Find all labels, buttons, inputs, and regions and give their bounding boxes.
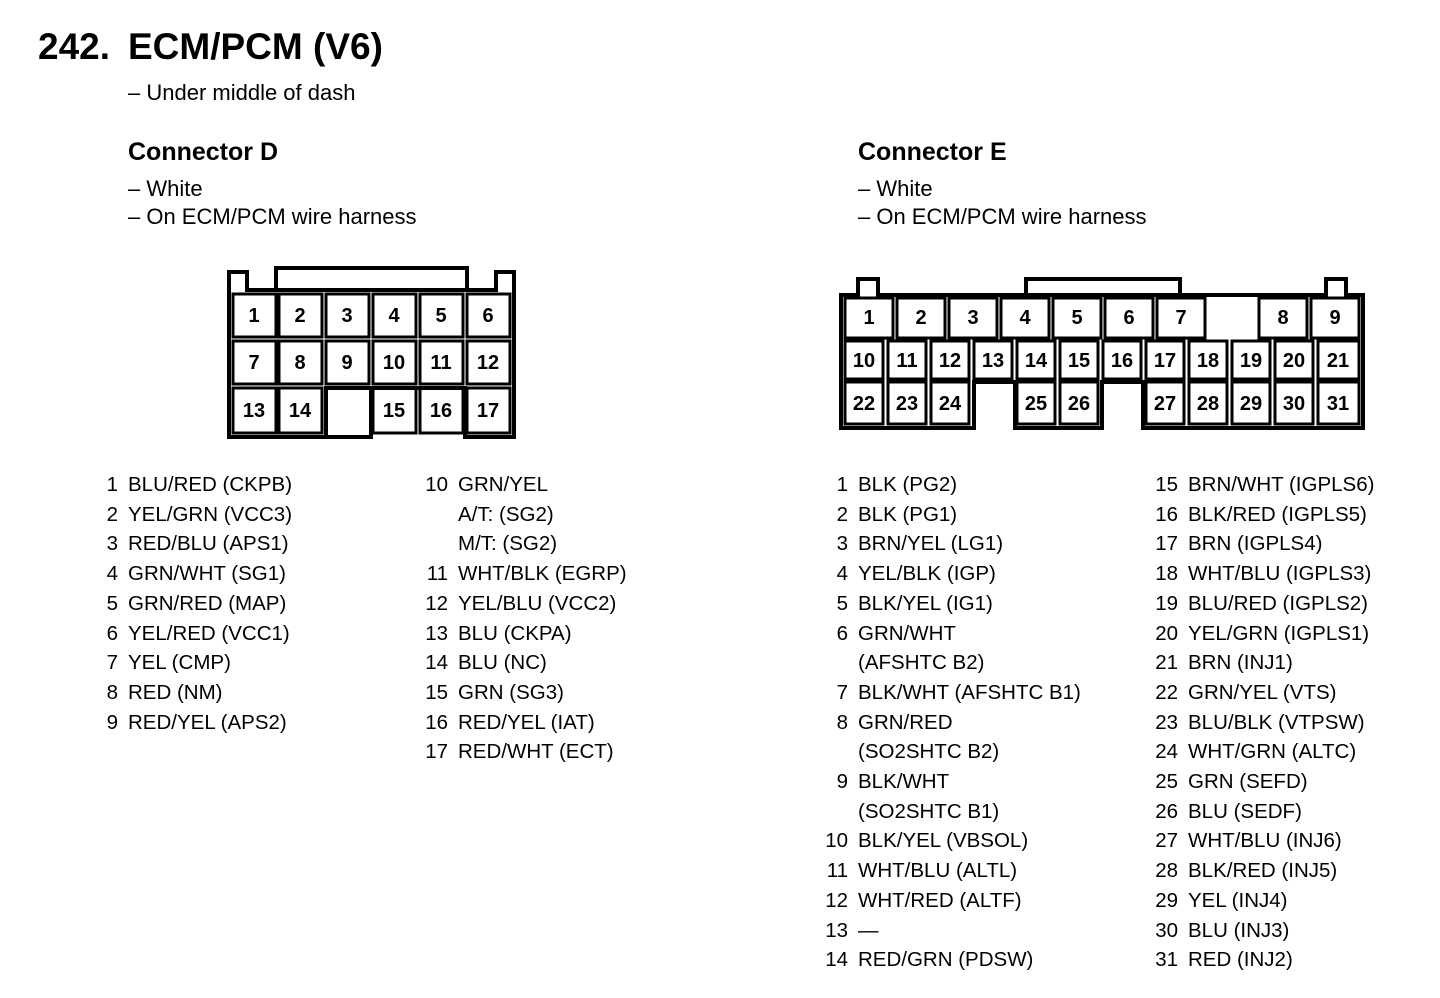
pin-wire-description: GRN/WHT: [858, 621, 956, 645]
pin-wire-description: BRN/WHT (IGPLS6): [1188, 473, 1375, 496]
d-cell-4: 4: [388, 305, 400, 327]
pin-row: [88, 619, 292, 649]
pin-row: [818, 767, 1081, 797]
pin-row: [1148, 648, 1374, 678]
pin-number: [818, 797, 848, 827]
e-cell-11: 11: [896, 350, 918, 372]
pin-wire-description: —: [858, 918, 879, 942]
pin-wire-description: BRN (INJ1): [1188, 651, 1293, 675]
pin-wire-description: M/T: (SG2): [458, 532, 558, 556]
pin-number: 5: [836, 591, 848, 615]
pin-wire-description: YEL (CMP): [128, 651, 231, 675]
d-cell-2: 2: [294, 305, 306, 327]
connector-e-title: Connector E: [858, 138, 1007, 166]
pin-row: [418, 529, 627, 559]
pin-number: 17: [425, 740, 448, 764]
e-cell-16: 16: [1110, 350, 1134, 372]
e-cell-8: 8: [1277, 307, 1289, 329]
pin-wire-description: GRN (SEFD): [1188, 770, 1308, 794]
pin-number: 14: [825, 948, 848, 972]
pin-row: [418, 470, 627, 500]
connector-d-color-note: – White: [128, 176, 203, 201]
pin-wire-description: (AFSHTC B2): [858, 651, 985, 675]
pin-number: 12: [425, 591, 448, 615]
pin-row: [818, 648, 1081, 678]
pin-wire-description: BLK/RED (INJ5): [1188, 859, 1338, 883]
pin-number: 11: [426, 562, 448, 586]
pin-wire-description: GRN/WHT (SG1): [128, 562, 286, 586]
e-cell-2: 2: [915, 307, 927, 329]
pin-number: 7: [106, 651, 118, 675]
pin-number: 23: [1155, 710, 1178, 734]
pin-row: [418, 500, 627, 530]
pin-number: 31: [1155, 948, 1178, 972]
pin-wire-description: BLU (SEDF): [1188, 799, 1302, 823]
pin-number: [418, 529, 448, 559]
section-title: ECM/PCM (V6): [128, 26, 383, 67]
pin-wire-description: YEL/BLU (VCC2): [458, 591, 617, 615]
pin-row: [1148, 826, 1374, 856]
pin-wire-description: BLK (PG2): [858, 473, 958, 496]
pin-number: 2: [836, 502, 848, 526]
pin-number: 22: [1155, 680, 1178, 704]
pin-number: 1: [836, 473, 848, 496]
pin-number: 4: [836, 562, 848, 586]
pin-row: [418, 589, 627, 619]
pin-wire-description: BLU/BLK (VTPSW): [1188, 710, 1365, 734]
pin-wire-description: RED/BLU (APS1): [128, 532, 289, 556]
e-cell-17: 17: [1153, 350, 1177, 372]
pin-row: [1148, 500, 1374, 530]
pin-wire-description: YEL/GRN (VCC3): [128, 502, 293, 526]
d-cell-16: 16: [429, 400, 453, 422]
pin-row: [1148, 619, 1374, 649]
pin-number: 1: [106, 473, 118, 496]
e-cell-15: 15: [1067, 350, 1091, 372]
d-cell-13: 13: [242, 400, 266, 422]
connector-d-diagram: [229, 268, 514, 437]
pin-row: [818, 797, 1081, 827]
d-cell-11: 11: [430, 352, 452, 374]
pin-row: [818, 737, 1081, 767]
pin-wire-description: BLU (CKPA): [458, 621, 572, 645]
pin-wire-description: (SO2SHTC B1): [858, 799, 1000, 823]
pin-row: [88, 559, 292, 589]
pin-row: [818, 529, 1081, 559]
pin-wire-description: WHT/BLK (EGRP): [458, 562, 627, 586]
pin-row: [1148, 708, 1374, 738]
pin-wire-description: BLK/WHT: [858, 770, 950, 794]
pin-row: [818, 589, 1081, 619]
pin-number: 29: [1155, 888, 1178, 912]
pin-number: 2: [106, 502, 118, 526]
e-cell-13: 13: [981, 350, 1005, 372]
pin-wire-description: WHT/GRN (ALTC): [1188, 740, 1357, 764]
section-number: 242.: [38, 26, 111, 67]
connector-e-pin-list-1: [818, 470, 1081, 975]
pin-row: [1148, 529, 1374, 559]
pin-number: [418, 500, 448, 530]
pin-wire-description: RED/YEL (IAT): [458, 710, 595, 734]
pin-row: [1148, 945, 1374, 975]
pin-row: [88, 589, 292, 619]
pin-number: 26: [1155, 799, 1178, 823]
pin-number: [818, 737, 848, 767]
pin-number: 10: [425, 473, 448, 496]
location-note: – Under middle of dash: [128, 80, 356, 105]
pin-number: 6: [106, 621, 118, 645]
e-cell-28: 28: [1196, 393, 1220, 415]
pin-number: 8: [836, 710, 848, 734]
d-cell-3: 3: [341, 305, 353, 327]
d-cell-1: 1: [248, 305, 260, 327]
pin-number: 6: [836, 621, 848, 645]
pin-row: [818, 826, 1081, 856]
pin-wire-description: RED/YEL (APS2): [128, 710, 287, 734]
pin-wire-description: BLK (PG1): [858, 502, 958, 526]
pin-wire-description: BLU (INJ3): [1188, 918, 1290, 942]
pin-row: [88, 529, 292, 559]
e-cell-18: 18: [1196, 350, 1220, 372]
pin-row: [88, 470, 292, 500]
pin-wire-description: YEL/GRN (IGPLS1): [1188, 621, 1370, 645]
pin-row: [818, 708, 1081, 738]
pin-number: 21: [1155, 651, 1178, 675]
pin-wire-description: BLK/YEL (VBSOL): [858, 829, 1029, 853]
pin-wire-description: BRN (IGPLS4): [1188, 532, 1323, 556]
pin-wire-description: WHT/BLU (INJ6): [1188, 829, 1342, 853]
pin-row: [1148, 470, 1374, 500]
e-cell-29: 29: [1239, 393, 1263, 415]
pin-wire-description: A/T: (SG2): [458, 502, 554, 526]
pin-row: [1148, 737, 1374, 767]
pin-wire-description: WHT/BLU (ALTL): [858, 859, 1018, 883]
pin-number: 3: [106, 532, 118, 556]
d-cell-7: 7: [248, 352, 260, 374]
pin-wire-description: BLU/RED (CKPB): [128, 473, 293, 496]
pin-number: 8: [106, 680, 118, 704]
connector-d-location-note: – On ECM/PCM wire harness: [128, 204, 417, 229]
pin-wire-description: GRN (SG3): [458, 680, 564, 704]
connector-d-title: Connector D: [128, 138, 278, 166]
pin-row: [1148, 678, 1374, 708]
pin-wire-description: RED (INJ2): [1188, 948, 1293, 972]
pin-number: 3: [836, 532, 848, 556]
pin-row: [818, 559, 1081, 589]
pin-number: 24: [1155, 740, 1178, 764]
pin-wire-description: GRN/RED (MAP): [128, 591, 287, 615]
pin-number: 12: [825, 888, 848, 912]
pin-wire-description: RED/WHT (ECT): [458, 740, 614, 764]
e-cell-5: 5: [1071, 307, 1083, 329]
pin-row: [818, 945, 1081, 975]
pin-number: [818, 648, 848, 678]
pin-row: [88, 648, 292, 678]
d-cell-14: 14: [288, 400, 312, 422]
pin-wire-description: BLK/YEL (IG1): [858, 591, 993, 615]
pin-wire-description: RED/GRN (PDSW): [858, 948, 1034, 972]
pin-row: [88, 708, 292, 738]
pin-wire-description: GRN/RED: [858, 710, 953, 734]
pin-number: 9: [836, 770, 848, 794]
pin-row: [1148, 856, 1374, 886]
d-cell-5: 5: [435, 305, 447, 327]
pin-row: [88, 500, 292, 530]
pin-number: 9: [106, 710, 118, 734]
pin-number: 20: [1155, 621, 1178, 645]
e-cell-4: 4: [1019, 307, 1031, 329]
pin-row: [418, 619, 627, 649]
pin-row: [818, 886, 1081, 916]
connector-d-pin-list-2: [418, 470, 627, 767]
pin-wire-description: RED (NM): [128, 680, 223, 704]
d-cell-9: 9: [341, 352, 353, 374]
pin-number: 28: [1155, 859, 1178, 883]
d-cell-6: 6: [482, 305, 494, 327]
pin-row: [1148, 559, 1374, 589]
pin-row: [818, 470, 1081, 500]
pin-number: 16: [1155, 502, 1178, 526]
pin-row: [1148, 916, 1374, 946]
pin-number: 16: [425, 710, 448, 734]
pin-number: 4: [106, 562, 118, 586]
connector-d-pin-list-1: [88, 470, 292, 737]
pin-row: [818, 856, 1081, 886]
e-cell-14: 14: [1024, 350, 1048, 372]
e-cell-22: 22: [852, 393, 876, 415]
pin-row: [818, 619, 1081, 649]
e-cell-12: 12: [938, 350, 962, 372]
pin-number: 5: [106, 591, 118, 615]
pin-number: 15: [425, 680, 448, 704]
pin-row: [818, 916, 1081, 946]
connector-e-pin-list-2: [1148, 470, 1374, 975]
pin-row: [418, 559, 627, 589]
e-cell-21: 21: [1326, 350, 1350, 372]
pin-number: 27: [1155, 829, 1178, 853]
e-cell-3: 3: [967, 307, 979, 329]
pin-wire-description: WHT/BLU (IGPLS3): [1188, 562, 1372, 586]
e-cell-10: 10: [852, 350, 876, 372]
pin-wire-description: BLK/WHT (AFSHTC B1): [858, 680, 1081, 704]
pin-wire-description: GRN/YEL (VTS): [1188, 680, 1337, 704]
pin-row: [1148, 589, 1374, 619]
pin-wire-description: BLK/RED (IGPLS5): [1188, 502, 1367, 526]
pin-wire-description: YEL (INJ4): [1188, 888, 1288, 912]
d-cell-10: 10: [382, 352, 406, 374]
e-cell-1: 1: [863, 307, 875, 329]
pin-number: 11: [826, 859, 848, 883]
d-cell-17: 17: [476, 400, 500, 422]
e-cell-9: 9: [1329, 307, 1341, 329]
d-cell-8: 8: [294, 352, 306, 374]
pin-wire-description: BLU (NC): [458, 651, 547, 675]
e-cell-31: 31: [1326, 393, 1350, 415]
pin-row: [88, 678, 292, 708]
pin-wire-description: BLU/RED (IGPLS2): [1188, 591, 1368, 615]
pin-row: [418, 648, 627, 678]
pin-row: [818, 678, 1081, 708]
pin-wire-description: YEL/BLK (IGP): [858, 562, 996, 586]
e-cell-26: 26: [1067, 393, 1091, 415]
pin-number: 13: [425, 621, 448, 645]
connector-e-color-note: – White: [858, 176, 933, 201]
pin-row: [818, 500, 1081, 530]
pin-number: 17: [1155, 532, 1178, 556]
pin-number: 30: [1155, 918, 1178, 942]
pin-number: 19: [1155, 591, 1178, 615]
d-cell-12: 12: [476, 352, 500, 374]
d-cell-15: 15: [382, 400, 406, 422]
e-cell-30: 30: [1282, 393, 1306, 415]
pin-row: [418, 737, 627, 767]
pin-wire-description: WHT/RED (ALTF): [858, 888, 1022, 912]
e-cell-23: 23: [895, 393, 919, 415]
pin-wire-description: YEL/RED (VCC1): [128, 621, 290, 645]
pin-row: [1148, 886, 1374, 916]
pin-wire-description: BRN/YEL (LG1): [858, 532, 1004, 556]
pin-number: 10: [825, 829, 848, 853]
connector-e-location-note: – On ECM/PCM wire harness: [858, 204, 1147, 229]
e-cell-20: 20: [1282, 350, 1306, 372]
pin-wire-description: (SO2SHTC B2): [858, 740, 1000, 764]
pin-number: 18: [1155, 562, 1178, 586]
e-cell-19: 19: [1239, 350, 1263, 372]
e-cell-6: 6: [1123, 307, 1135, 329]
pin-wire-description: GRN/YEL: [458, 473, 548, 496]
pin-row: [1148, 797, 1374, 827]
e-cell-27: 27: [1153, 393, 1177, 415]
pin-number: 15: [1155, 473, 1178, 496]
pin-number: 7: [836, 680, 848, 704]
e-cell-25: 25: [1024, 393, 1048, 415]
pin-number: 14: [425, 651, 448, 675]
pin-number: 13: [825, 918, 848, 942]
pin-row: [1148, 767, 1374, 797]
e-cell-7: 7: [1175, 307, 1187, 329]
e-cell-24: 24: [938, 393, 962, 415]
pin-row: [418, 678, 627, 708]
pin-number: 25: [1155, 770, 1178, 794]
pin-row: [418, 708, 627, 738]
